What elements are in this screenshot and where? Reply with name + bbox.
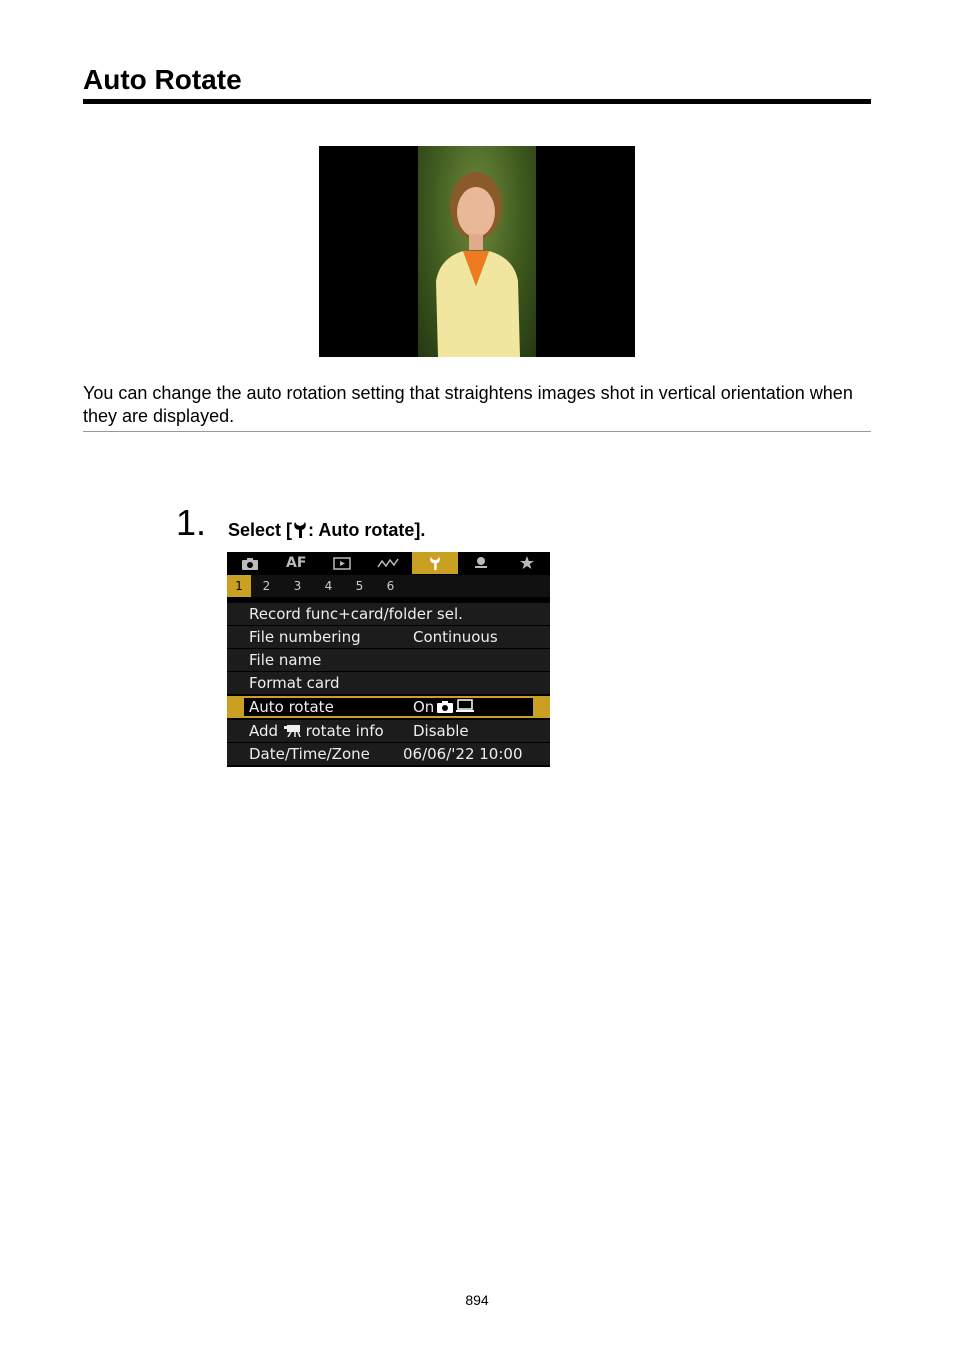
title-divider bbox=[83, 99, 871, 104]
menu-item-file-numbering[interactable] bbox=[227, 626, 550, 649]
tab-shooting-camera-icon[interactable] bbox=[227, 552, 273, 574]
tab-wave-icon[interactable] bbox=[365, 552, 411, 574]
menu-item-value: Disable bbox=[413, 722, 469, 740]
menu-item-label: File name bbox=[249, 651, 322, 669]
portrait-image bbox=[418, 146, 536, 357]
menu-item-label-before: Add bbox=[249, 722, 279, 740]
menu-item-date-time-zone[interactable] bbox=[227, 743, 550, 766]
menu-item-value bbox=[413, 698, 474, 716]
example-photo bbox=[319, 146, 635, 357]
menu-subtab-bar bbox=[227, 575, 550, 597]
menu-tab-bar bbox=[227, 552, 550, 574]
menu-item-label bbox=[249, 722, 384, 740]
wrench-icon bbox=[293, 521, 307, 544]
menu-item-file-name[interactable] bbox=[227, 649, 550, 672]
tab-my-menu-star-icon[interactable] bbox=[504, 552, 550, 574]
intro-text: You can change the auto rotation setting that straightens images shot in vertical orientation when they are displayed. bbox=[83, 383, 853, 426]
menu-item-value: Continuous bbox=[413, 628, 498, 646]
selection-highlight bbox=[244, 698, 533, 716]
tab-af[interactable]: AF bbox=[286, 555, 307, 571]
subtab-6[interactable]: 6 bbox=[386, 579, 395, 593]
menu-item-label: File numbering bbox=[249, 628, 361, 646]
step-text-before: Select [ bbox=[228, 520, 293, 540]
menu-item-add-rotate-info[interactable] bbox=[227, 720, 550, 743]
camera-icon bbox=[436, 700, 454, 713]
menu-item-auto-rotate[interactable] bbox=[227, 696, 550, 719]
menu-item-label: Record func+card/folder sel. bbox=[249, 605, 463, 623]
subtab-4[interactable]: 4 bbox=[324, 579, 333, 593]
computer-monitor-icon bbox=[456, 699, 474, 713]
menu-item-format-card[interactable] bbox=[227, 672, 550, 695]
menu-item-value: 06/06/'22 10:00 bbox=[403, 745, 523, 763]
camera-menu-screenshot bbox=[227, 552, 550, 767]
step-number: 1. bbox=[176, 502, 207, 543]
subtab-1[interactable]: 1 bbox=[227, 575, 251, 597]
menu-item-label-after: rotate info bbox=[305, 722, 384, 740]
tab-playback-play-icon[interactable] bbox=[319, 552, 365, 574]
page-title: Auto Rotate bbox=[83, 64, 242, 95]
menu-item-label: Date/Time/Zone bbox=[249, 745, 370, 763]
auto-rotate-value: On bbox=[413, 698, 435, 716]
section-divider bbox=[83, 431, 871, 432]
subtab-3[interactable]: 3 bbox=[293, 579, 302, 593]
tab-custom-functions-icon[interactable] bbox=[458, 552, 504, 574]
page-number: 894 bbox=[465, 1292, 489, 1308]
menu-item-label: Format card bbox=[249, 674, 340, 692]
menu-item-label: Auto rotate bbox=[249, 698, 334, 716]
step-text-after: : Auto rotate]. bbox=[308, 520, 426, 540]
step-instruction bbox=[228, 520, 425, 544]
subtab-5[interactable]: 5 bbox=[355, 579, 364, 593]
subtab-2[interactable]: 2 bbox=[262, 579, 271, 593]
tab-setup-wrench-icon[interactable] bbox=[412, 552, 458, 574]
movie-camera-icon bbox=[283, 724, 301, 737]
menu-item-record-func[interactable] bbox=[227, 603, 550, 626]
